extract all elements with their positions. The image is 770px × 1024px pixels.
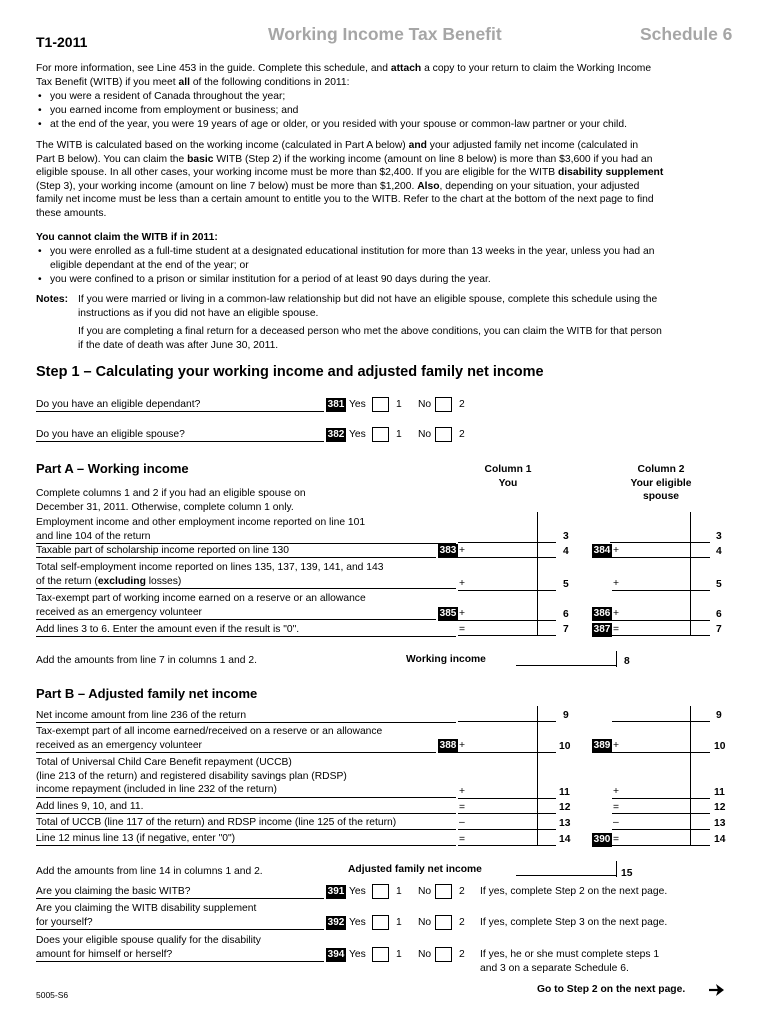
line-number: 14 [714, 834, 726, 845]
cannot-claim-title: You cannot claim the WITB if in 2011: [36, 232, 218, 243]
no-label: No [418, 886, 432, 897]
line-9-col2-amount[interactable] [612, 707, 710, 722]
dependant-no-checkbox[interactable] [435, 397, 452, 412]
equals-sign: = [613, 802, 620, 813]
plus-sign: + [613, 740, 620, 751]
line-number: 9 [563, 710, 569, 721]
line-5-col2-amount[interactable] [612, 576, 710, 591]
line-4-col1-amount[interactable] [458, 543, 556, 558]
line-7-col1-amount[interactable] [458, 621, 556, 636]
line-13-label: Total of UCCB (line 117 of the return) and RDSP income (line 125 of the return) [36, 817, 397, 828]
code-392: 392 [327, 917, 345, 928]
plus-sign: + [613, 578, 620, 589]
disability-yes-checkbox[interactable] [372, 915, 389, 930]
line-number: 4 [563, 546, 569, 557]
line-number: 9 [716, 710, 722, 721]
line-15-amount[interactable] [516, 861, 616, 876]
line-number: 5 [716, 579, 722, 590]
code-1: 1 [396, 949, 402, 960]
code-382: 382 [327, 429, 345, 440]
line-number: 14 [559, 834, 571, 845]
line-number: 7 [716, 624, 722, 635]
code-1: 1 [396, 399, 402, 410]
line-11-label: Total of Universal Child Care Benefit repayment (UCCB) (line 213 of the return) and registered disability savings plan (RDSP) income repayment (included in line 232 of the return) [36, 757, 347, 796]
yes-label: Yes [349, 886, 366, 897]
plus-sign: + [613, 545, 620, 556]
code-391: 391 [327, 886, 345, 897]
q-spouse-disability: Does your eligible spouse qualify for the disability amount for himself or herself? [36, 935, 261, 960]
arrow-right-icon [708, 982, 726, 998]
equals-sign: = [459, 802, 466, 813]
yes-label: Yes [349, 399, 366, 410]
line-12-col1-amount[interactable] [458, 799, 556, 814]
line-5-col1-amount[interactable] [458, 576, 556, 591]
yes-label: Yes [349, 429, 366, 440]
line-6-col1-amount[interactable] [458, 606, 556, 621]
line-6-label: Tax-exempt part of working income earned on a reserve or an allowance received as an emergency volunteer [36, 593, 366, 618]
column-1-header: Column 1 You [484, 464, 532, 489]
line-number: 4 [716, 546, 722, 557]
spouse-disability-no-checkbox[interactable] [435, 947, 452, 962]
form-id: T1-2011 [36, 34, 88, 50]
line-8-label: Add the amounts from line 7 in columns 1 and 2. [36, 655, 257, 666]
line-13-col2-amount[interactable] [612, 815, 710, 830]
part-b-title: Part B – Adjusted family net income [36, 686, 258, 701]
code-386: 386 [593, 608, 611, 619]
line-14-col1-amount[interactable] [458, 831, 556, 846]
line-number: 13 [559, 818, 571, 829]
cannot-bullet: • you were confined to a prison or similar institution for a period of at least 90 days during the year. [36, 273, 731, 287]
line-7-label: Add lines 3 to 6. Enter the amount even if the result is "0". [36, 624, 300, 635]
intro-para-1: For more information, see Line 453 in the guide. Complete this schedule, and attach a copy to your return to claim the Working Income Tax Benefit (WITB) if you meet all of the following conditions in 2011: [36, 63, 652, 88]
code-390: 390 [593, 834, 611, 845]
no-label: No [418, 399, 432, 410]
equals-sign: = [459, 624, 466, 635]
code-1: 1 [396, 917, 402, 928]
note-394: If yes, he or she must complete steps 1 and 3 on a separate Schedule 6. [480, 949, 660, 974]
plus-sign: + [459, 608, 466, 619]
line-number: 6 [716, 609, 722, 620]
step1-title: Step 1 – Calculating your working income and adjusted family net income [36, 364, 544, 380]
no-label: No [418, 949, 432, 960]
condition-bullet: • you earned income from employment or business; and [36, 104, 731, 118]
adjusted-family-net-income-label: Adjusted family net income [348, 864, 482, 875]
q-eligible-spouse: Do you have an eligible spouse? [36, 429, 185, 440]
line-14-label: Line 12 minus line 13 (if negative, enter "0") [36, 833, 236, 844]
schedule-label: Schedule 6 [640, 24, 733, 44]
line-number: 7 [563, 624, 569, 635]
line-14-col2-amount[interactable] [612, 831, 710, 846]
note-391: If yes, complete Step 2 on the next page. [480, 886, 668, 897]
code-2: 2 [459, 886, 465, 897]
plus-sign: + [459, 740, 466, 751]
code-2: 2 [459, 399, 465, 410]
line-number: 10 [559, 741, 571, 752]
line-4-col2-amount[interactable] [612, 543, 710, 558]
line-number: 5 [563, 579, 569, 590]
note-1: If you were married or living in a common-law relationship but did not have an eligible spouse, complete this schedule using the instructions as if you did not have an eligible spouse. [78, 294, 658, 319]
minus-sign: – [459, 817, 465, 828]
equals-sign: = [459, 834, 466, 845]
line-10-label: Tax-exempt part of all income earned/received on a reserve or an allowance received as an emergency volunteer [36, 726, 383, 751]
condition-bullet: • at the end of the year, you were 19 years of age or older, or you resided with your spouse or common-law partner or your child. [36, 118, 731, 132]
yes-label: Yes [349, 917, 366, 928]
line-13-col1-amount[interactable] [458, 815, 556, 830]
code-2: 2 [459, 949, 465, 960]
line-9-label: Net income amount from line 236 of the return [36, 710, 247, 721]
yes-label: Yes [349, 949, 366, 960]
line-10-col1-amount[interactable] [458, 738, 556, 753]
plus-sign: + [613, 786, 620, 797]
form-title: Working Income Tax Benefit [268, 24, 502, 44]
line-5-label: Total self-employment income reported on lines 135, 137, 139, 141, and 143 of the return (excluding losses) [36, 562, 384, 587]
column-2-header: Column 2 Your eligible spouse [630, 464, 692, 503]
line-number: 11 [714, 787, 725, 798]
cannot-bullet: • you were enrolled as a full-time student at a designated educational institution for more than 13 weeks in the year, unless you had an eligible dependant at the end of the year; or [36, 245, 731, 272]
line-number: 11 [559, 787, 570, 798]
spouse-no-checkbox[interactable] [435, 427, 452, 442]
line-12-col2-amount[interactable] [612, 799, 710, 814]
line-4-label: Taxable part of scholarship income reported on line 130 [36, 545, 289, 556]
working-income-label: Working income [406, 654, 486, 665]
code-384: 384 [593, 545, 611, 556]
condition-bullet: • you were a resident of Canada throughout the year; [36, 90, 731, 104]
basic-no-checkbox[interactable] [435, 884, 452, 899]
basic-yes-checkbox[interactable] [372, 884, 389, 899]
code-389: 389 [593, 740, 611, 751]
form-code: 5005-S6 [36, 990, 69, 1000]
intro-para-2: The WITB is calculated based on the working income (calculated in Part A below) and your adjusted family net income (calculated in Part B below). You can claim the basic WITB (Step 2) if the working income (amount on line 8 below) is more than $3,600 if you had an eligible spouse. In all other cases, your working income must be more than $2,400. If you are eligible for the WITB disability supplement (Step 3), your working income (amount on line 7 below) must be more than $1,200. Also, depending on your situation, your adjusted family net income must be less than a certain amount to entitle you to the WITB. Refer to the chart at the bottom of the next page to find these amounts. [36, 140, 664, 219]
code-381: 381 [327, 399, 345, 410]
note-392: If yes, complete Step 3 on the next page. [480, 917, 668, 928]
plus-sign: + [459, 545, 466, 556]
line-number: 3 [716, 531, 722, 542]
code-1: 1 [396, 429, 402, 440]
line-number: 12 [714, 802, 726, 813]
code-2: 2 [459, 917, 465, 928]
plus-sign: + [459, 786, 466, 797]
line-6-col2-amount[interactable] [612, 606, 710, 621]
line-10-col2-amount[interactable] [612, 738, 710, 753]
line-number: 6 [563, 609, 569, 620]
code-394: 394 [327, 949, 345, 960]
minus-sign: – [613, 817, 619, 828]
line-15-label: Add the amounts from line 14 in columns 1 and 2. [36, 866, 263, 877]
no-label: No [418, 917, 432, 928]
plus-sign: + [459, 578, 466, 589]
code-388: 388 [439, 740, 457, 751]
plus-sign: + [613, 608, 620, 619]
disability-no-checkbox[interactable] [435, 915, 452, 930]
line-7-col2-amount[interactable] [612, 621, 710, 636]
line-11-col2-amount[interactable] [612, 784, 710, 799]
part-a-title: Part A – Working income [36, 461, 189, 476]
line-3-col2-amount[interactable] [610, 528, 710, 543]
line-12-label: Add lines 9, 10, and 11. [36, 801, 144, 812]
q-claim-basic: Are you claiming the basic WITB? [36, 886, 191, 897]
spouse-yes-checkbox[interactable] [372, 427, 389, 442]
equals-sign: = [613, 834, 620, 845]
code-385: 385 [439, 608, 457, 619]
line-number: 8 [624, 656, 630, 667]
code-387: 387 [593, 624, 611, 635]
line-number: 3 [563, 531, 569, 542]
q-claim-disability: Are you claiming the WITB disability supplement for yourself? [36, 903, 257, 928]
equals-sign: = [613, 624, 620, 635]
line-number: 15 [621, 868, 633, 879]
line-number: 10 [714, 741, 726, 752]
line-9-col1-amount[interactable] [458, 707, 556, 722]
goto-step-2: Go to Step 2 on the next page. [537, 984, 686, 995]
q-eligible-dependant: Do you have an eligible dependant? [36, 399, 201, 410]
part-a-instructions: Complete columns 1 and 2 if you had an eligible spouse on December 31, 2011. Otherwise, complete column 1 only. [36, 488, 306, 513]
spouse-disability-yes-checkbox[interactable] [372, 947, 389, 962]
dependant-yes-checkbox[interactable] [372, 397, 389, 412]
notes-label: Notes: [36, 294, 69, 305]
code-2: 2 [459, 429, 465, 440]
note-2: If you are completing a final return for a deceased person who met the above conditions, you can claim the WITB for that person if the date of death was after June 30, 2011. [78, 326, 662, 351]
code-383: 383 [439, 545, 457, 556]
line-number: 13 [714, 818, 726, 829]
line-3-label: Employment income and other employment income reported on line 101 and line 104 of the return [36, 517, 366, 542]
line-number: 12 [559, 802, 571, 813]
no-label: No [418, 429, 432, 440]
code-1: 1 [396, 886, 402, 897]
line-11-col1-amount[interactable] [458, 784, 556, 799]
line-8-amount[interactable] [516, 651, 616, 666]
line-3-col1-amount[interactable] [458, 528, 556, 543]
